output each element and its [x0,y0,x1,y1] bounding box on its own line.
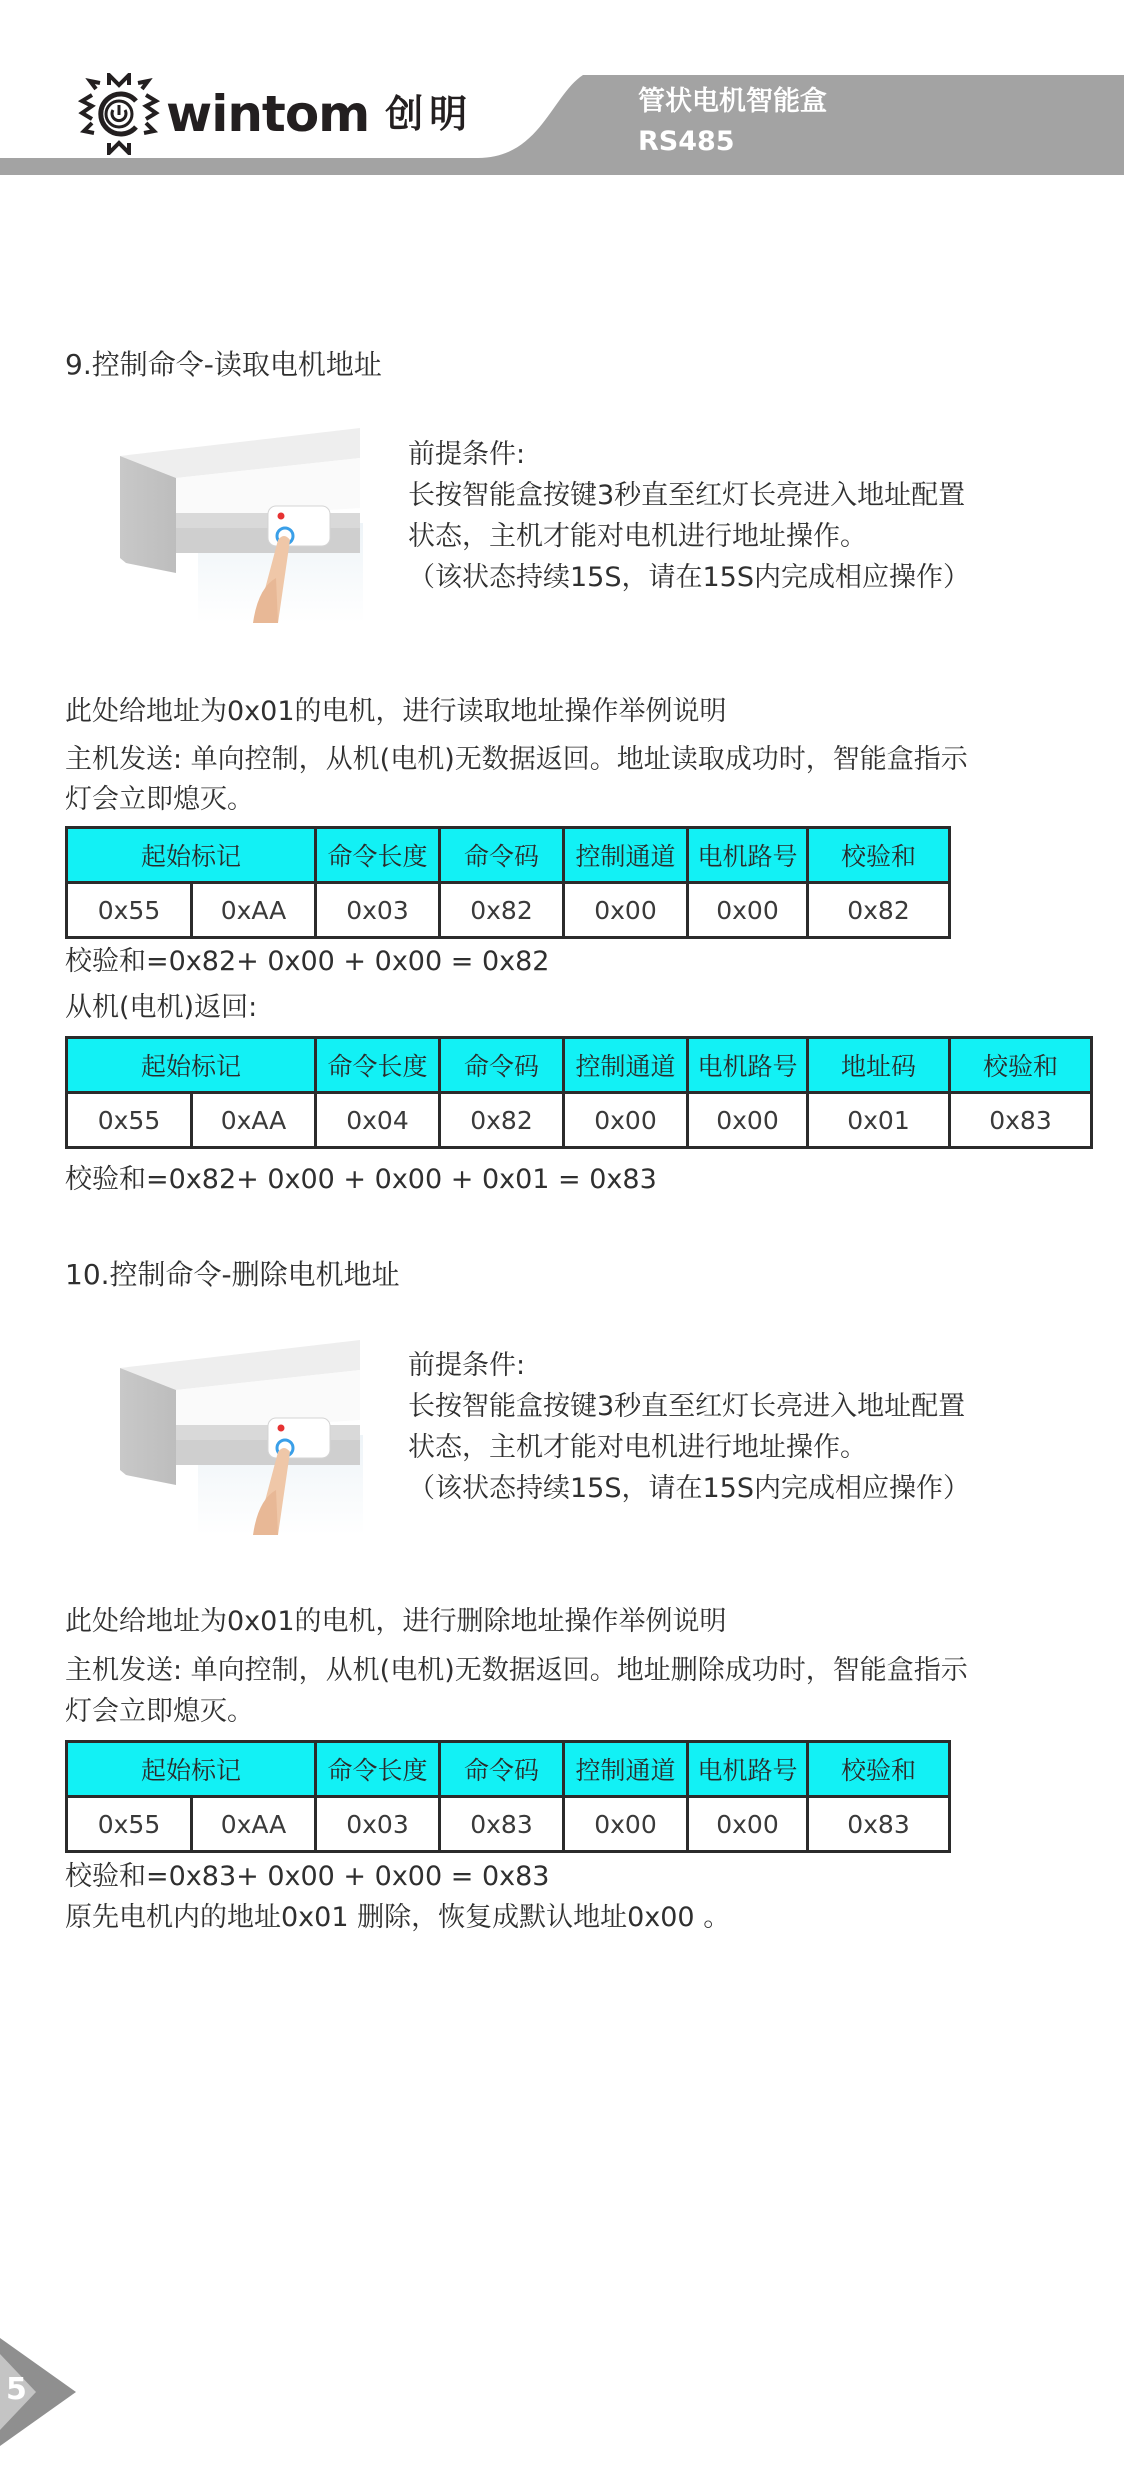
cell-value: 0x83 [950,1093,1092,1148]
section-10-send-table [65,1740,951,1853]
slave-return-label: 从机(电机)返回: [65,992,258,1023]
table-header-row [67,828,950,883]
prereq-line: 长按智能盒按键3秒直至红灯长亮进入地址配置 [408,480,966,511]
cell-value: 0xAA [192,883,316,938]
header-checksum: 校验和 [950,1038,1092,1093]
cell-value: 0x03 [316,883,440,938]
section-10-send-checksum: 校验和=0x83+ 0x00 + 0x00 = 0x83 [65,1861,550,1892]
sun-power-logo-icon [78,73,160,155]
cell-value: 0x83 [440,1797,564,1852]
table-row [67,1797,950,1852]
section-9-intro: 此处给地址为0x01的电机，进行读取地址操作举例说明 [65,696,727,727]
table-row [67,883,950,938]
section-9-return-checksum: 校验和=0x82+ 0x00 + 0x00 + 0x01 = 0x83 [65,1164,657,1195]
product-title: 管状电机智能盒 [638,86,827,117]
cell-value: 0x00 [564,1093,688,1148]
header-motor-route: 电机路号 [688,1038,808,1093]
cell-value: 0x83 [808,1797,950,1852]
section-9-send-table [65,826,951,939]
smart-box-press-illustration [118,1340,363,1535]
prereq-line: 状态，主机才能对电机进行地址操作。 [408,1432,867,1463]
section-10-host-send-cont: 灯会立即熄灭。 [65,1696,254,1727]
section-10-title: 10.控制命令-删除电机地址 [65,1258,400,1291]
section-10-note: 原先电机内的地址0x01 删除，恢复成默认地址0x00 。 [65,1902,731,1933]
page-header [0,0,1124,180]
table-header-row [67,1742,950,1797]
cell-value: 0x82 [808,883,950,938]
section-9-host-send-cont: 灯会立即熄灭。 [65,784,254,815]
header-start-marker: 起始标记 [67,828,316,883]
header-cmd-length: 命令长度 [316,1038,440,1093]
product-title-block [638,82,827,162]
cell-value: 0x00 [688,1093,808,1148]
section-9-prerequisite [408,434,970,598]
cell-value: 0x00 [688,883,808,938]
prereq-heading: 前提条件: [408,439,526,470]
header-start-marker: 起始标记 [67,1038,316,1093]
table-header-row [67,1038,1092,1093]
brand-logo [78,74,473,154]
cell-value: 0x82 [440,1093,564,1148]
prereq-line: （该状态持续15S，请在15S内完成相应操作） [408,562,970,593]
header-control-channel: 控制通道 [564,1742,688,1797]
section-10-intro: 此处给地址为0x01的电机，进行删除地址操作举例说明 [65,1606,727,1637]
product-subtitle: RS485 [638,126,735,157]
section-10-host-send: 主机发送: 单向控制，从机(电机)无数据返回。地址删除成功时，智能盒指示 [65,1655,968,1686]
brand-name: wintom [166,85,370,143]
header-motor-route: 电机路号 [688,828,808,883]
header-cmd-code: 命令码 [440,1742,564,1797]
cell-value: 0x00 [564,883,688,938]
cell-value: 0xAA [192,1093,316,1148]
section-10-prerequisite [408,1345,970,1509]
header-cmd-code: 命令码 [440,828,564,883]
header-cmd-length: 命令长度 [316,1742,440,1797]
cell-value: 0xAA [192,1797,316,1852]
header-checksum: 校验和 [808,1742,950,1797]
cell-value: 0x00 [688,1797,808,1852]
prereq-line: 状态，主机才能对电机进行地址操作。 [408,521,867,552]
header-start-marker: 起始标记 [67,1742,316,1797]
header-checksum: 校验和 [808,828,950,883]
cell-value: 0x55 [67,1093,192,1148]
cell-value: 0x82 [440,883,564,938]
cell-value: 0x55 [67,1797,192,1852]
header-control-channel: 控制通道 [564,828,688,883]
table-row [67,1093,1092,1148]
cell-value: 0x03 [316,1797,440,1852]
section-9-return-table [65,1036,1093,1149]
cell-value: 0x00 [564,1797,688,1852]
header-address-code: 地址码 [808,1038,950,1093]
prereq-line: 长按智能盒按键3秒直至红灯长亮进入地址配置 [408,1391,966,1422]
prereq-line: （该状态持续15S，请在15S内完成相应操作） [408,1473,970,1504]
cell-value: 0x01 [808,1093,950,1148]
header-control-channel: 控制通道 [564,1038,688,1093]
prereq-heading: 前提条件: [408,1350,526,1381]
section-9-title: 9.控制命令-读取电机地址 [65,348,382,381]
section-9-send-checksum: 校验和=0x82+ 0x00 + 0x00 = 0x82 [65,946,550,977]
header-cmd-length: 命令长度 [316,828,440,883]
cell-value: 0x04 [316,1093,440,1148]
smart-box-press-illustration [118,428,363,623]
page-number: 5 [6,2372,27,2407]
section-9-host-send: 主机发送: 单向控制，从机(电机)无数据返回。地址读取成功时，智能盒指示 [65,744,968,775]
cell-value: 0x55 [67,883,192,938]
header-cmd-code: 命令码 [440,1038,564,1093]
header-motor-route: 电机路号 [688,1742,808,1797]
brand-name-cn: 创明 [385,92,474,136]
